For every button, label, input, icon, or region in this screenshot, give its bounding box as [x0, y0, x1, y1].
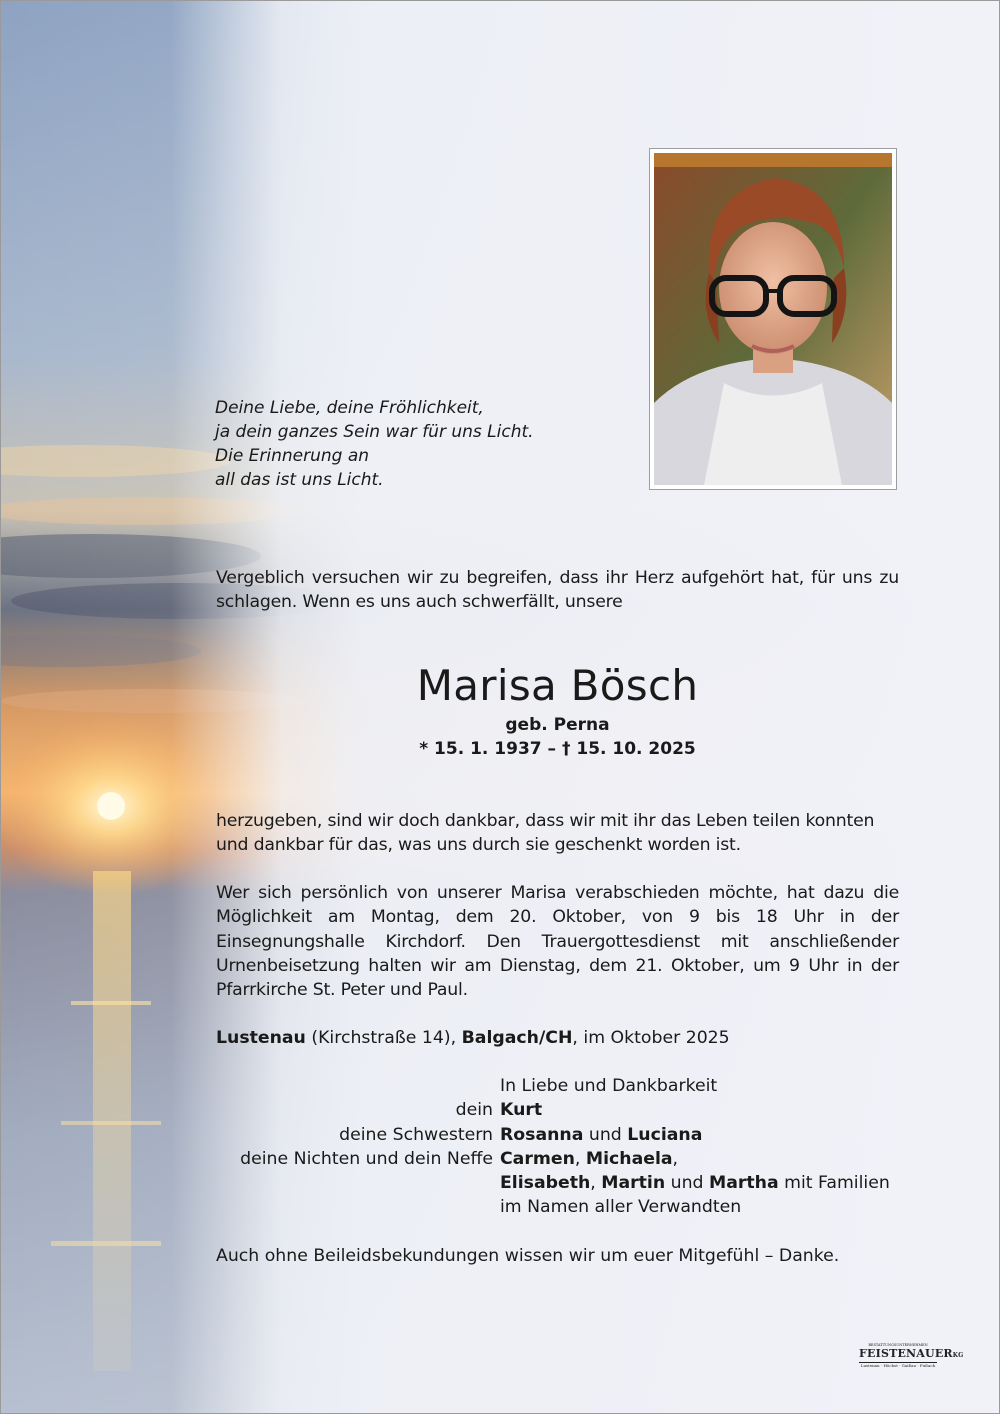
poem-line: all das ist uns Licht.	[215, 470, 384, 490]
mourner-name: Luciana	[627, 1124, 703, 1145]
mourner-name: Michaela	[585, 1148, 673, 1169]
mourner-name: Elisabeth	[500, 1173, 591, 1194]
mourner-name: Kurt	[500, 1100, 543, 1121]
mourner-relation: deine Nichten und dein Neffe	[240, 1148, 493, 1169]
intro-paragraph: Vergeblich versuchen wir zu begreifen, dass ihr Herz aufgehört hat, für uns zu schlagen. Wenn es uns auch schwerfällt, unsere	[216, 568, 899, 613]
mourners-list	[216, 1074, 899, 1220]
logo-bottom-text: Lustenau · Höchst · Gaißau · Fußach	[860, 1363, 936, 1368]
mourners-row	[216, 1147, 899, 1171]
mourner-relation	[216, 1074, 500, 1098]
funeral-home-logo	[859, 1343, 964, 1369]
mourners-intro: In Liebe und Dankbarkeit	[500, 1076, 718, 1096]
mourner-relation: dein	[455, 1100, 493, 1121]
connector-text: mit Familien	[778, 1173, 890, 1194]
portrait-photo	[654, 153, 892, 485]
mourners-row	[216, 1123, 899, 1147]
poem-line: Deine Liebe, deine Fröhlichkeit,	[215, 398, 484, 418]
connector-text: und	[583, 1124, 628, 1145]
connector-text: ,	[590, 1173, 602, 1194]
connector-text: ,	[574, 1148, 586, 1169]
logo-top-text: BESTATTUNGSUNTERNEHMEN	[868, 1343, 928, 1347]
mourners-row	[216, 1074, 899, 1098]
memorial-poem	[215, 396, 635, 492]
mourner-names	[500, 1098, 899, 1122]
poem-line: ja dein ganzes Sein war für uns Licht.	[215, 422, 534, 442]
mourner-name: Rosanna	[500, 1124, 584, 1145]
mourner-names	[500, 1123, 899, 1147]
mourner-names	[500, 1147, 899, 1171]
mourner-name: Martin	[601, 1173, 666, 1194]
mourner-relation	[216, 1171, 500, 1195]
portrait-photo-frame	[649, 148, 897, 490]
location-line	[216, 1026, 899, 1050]
date-text: , im Oktober 2025	[572, 1028, 730, 1048]
logo-name	[859, 1347, 964, 1363]
deceased-name: Marisa Bösch	[416, 661, 699, 710]
poem-line: Die Erinnerung an	[215, 446, 370, 466]
address-text: (Kirchstraße 14),	[305, 1028, 462, 1048]
mourner-names	[500, 1171, 899, 1195]
mourner-relation	[216, 1195, 500, 1219]
maiden-name: geb. Perna	[505, 715, 610, 735]
mourner-relation: deine Schwestern	[339, 1124, 493, 1145]
place-lustenau: Lustenau	[216, 1028, 306, 1048]
logo-name-text: FEISTENAUER	[859, 1347, 953, 1360]
logo-suffix: KG	[952, 1352, 964, 1359]
mourner-name: Carmen	[500, 1148, 575, 1169]
closing-line: Auch ohne Beileidsbekundungen wissen wir um euer Mitgefühl – Danke.	[216, 1246, 840, 1266]
place-balgach: Balgach/CH	[461, 1028, 573, 1048]
mourners-row	[216, 1195, 899, 1219]
relatives-text: im Namen aller Verwandten	[500, 1197, 742, 1218]
life-dates: * 15. 1. 1937 – † 15. 10. 2025	[419, 739, 696, 759]
continuation-paragraph: herzugeben, sind wir doch dankbar, dass wir mit ihr das Leben teilen konnten und dankbar für das, was uns durch sie geschenkt worden ist.	[216, 811, 875, 856]
farewell-paragraph: Wer sich persönlich von unserer Marisa verabschieden möchte, hat dazu die Möglichkeit am Montag, dem 20. Oktober, von 9 bis 18 Uhr in der Einsegnungshalle Kirchdorf. Den Trauergottesdienst mit anschließender Urnenbeisetzung halten wir am Dienstag, dem 21. Oktober, um 9 Uhr in der Pfarrkirche St. Peter und Paul.	[216, 883, 899, 1001]
mourner-name: Martha	[709, 1173, 779, 1194]
deceased-block	[216, 659, 899, 761]
connector-text: und	[665, 1173, 710, 1194]
mourners-row	[216, 1098, 899, 1122]
mourners-row	[216, 1171, 899, 1195]
connector-text: ,	[672, 1148, 679, 1169]
